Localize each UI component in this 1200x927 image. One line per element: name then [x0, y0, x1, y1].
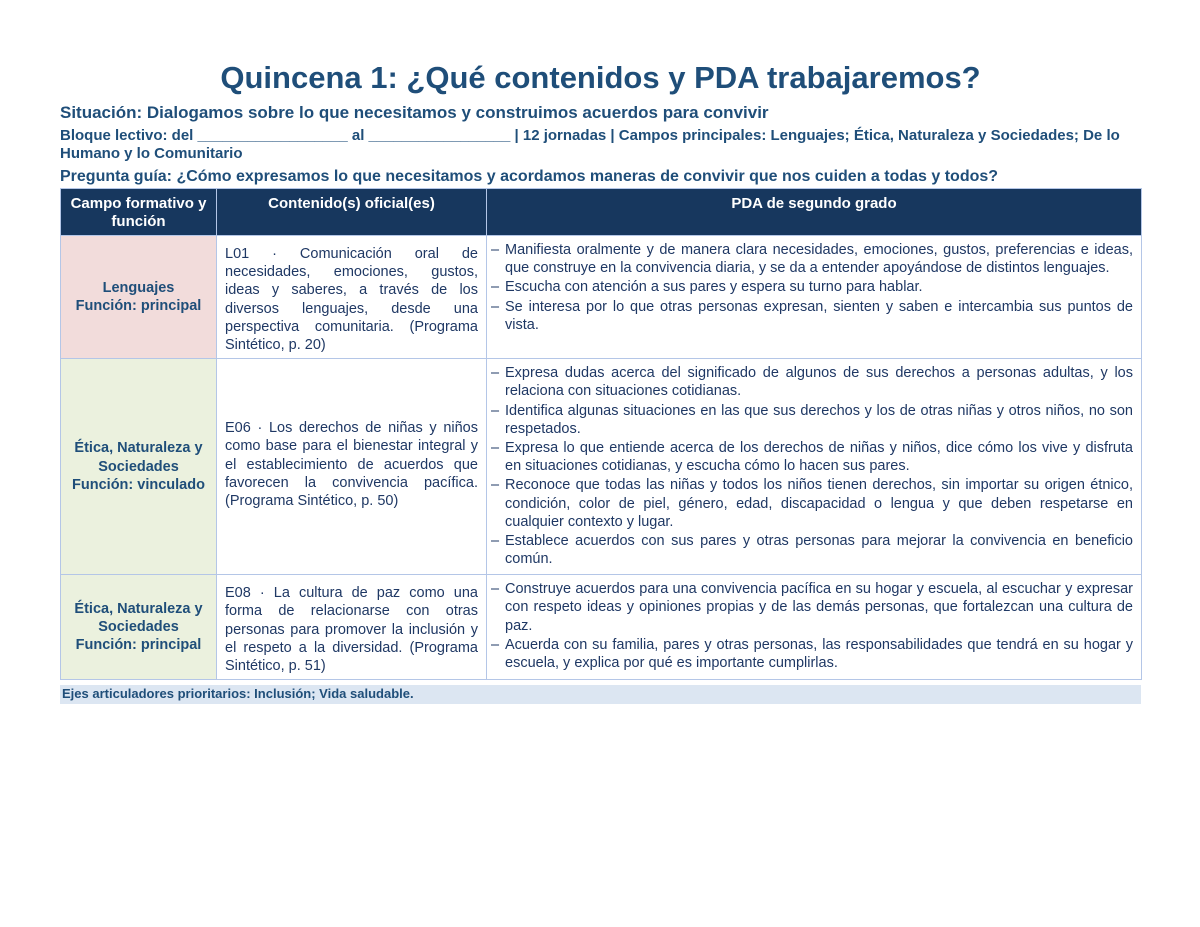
contenido-cell: E08 · La cultura de paz como una forma de relacionarse con otras personas para promover la inclusión y el respeto a la diversidad. (Programa Sintético, p. 51) [217, 575, 487, 680]
campo-name: Lenguajes [102, 279, 175, 296]
campo-funcion: Función: principal [75, 298, 202, 315]
page-title: Quincena 1: ¿Qué contenidos y PDA trabajaremos? [220, 60, 981, 95]
pda-item: – Expresa dudas acerca del significado de algunos de sus derechos a personas adultas, y los relaciona con situaciones cotidianas. [493, 364, 1133, 400]
pda-item: – Establece acuerdos con sus pares y otras personas para mejorar la convivencia en beneficio común. [493, 532, 1133, 568]
table-header-row [61, 189, 1142, 236]
contenido-cell: E06 · Los derechos de niñas y niños como base para el bienestar integral y el establecimiento de acuerdos que favorecen la convivencia pacífica. (Programa Sintético, p. 50) [217, 359, 487, 575]
header-pda: PDA de segundo grado [487, 189, 1142, 236]
document-page [60, 58, 1141, 704]
pda-cell [487, 359, 1142, 575]
campo-cell [61, 575, 217, 680]
pda-item: – Identifica algunas situaciones en las que sus derechos y los de otras niñas y otros niños, no son respetados. [493, 402, 1133, 438]
pda-item: – Escucha con atención a sus pares y espera su turno para hablar. [493, 278, 1133, 296]
pda-item: – Se interesa por lo que otras personas expresan, sienten y saben e intercambia sus puntos de vista. [493, 298, 1133, 334]
pda-item: – Acuerda con su familia, pares y otras personas, las responsabilidades que tendrá en su hogar y escuela, y explica por qué es importante cumplirlas. [493, 636, 1133, 672]
campo-cell [61, 236, 217, 359]
pda-table [60, 188, 1142, 680]
pda-item: – Manifiesta oralmente y de manera clara necesidades, emociones, gustos, preferencias e ideas, que construye en la convivencia diaria, y se da a entender apoyándose de distintos lenguajes. [493, 241, 1133, 277]
pda-item: – Reconoce que todas las niñas y todos los niños tienen derechos, sin importar su origen étnico, condición, color de piel, género, edad, discapacidad o lengua y que deben respetarse en cualquier contexto y lugar. [493, 476, 1133, 531]
table-row [61, 236, 1142, 359]
pda-cell [487, 236, 1142, 359]
pda-item: – Construye acuerdos para una convivencia pacífica en su hogar y escuela, al escuchar y expresar con respeto ideas y opiniones propias y de las demás personas, que fortalezcan una cultura de paz. [493, 580, 1133, 635]
table-row [61, 359, 1142, 575]
pda-cell [487, 575, 1142, 680]
contenido-cell: L01 · Comunicación oral de necesidades, emociones, gustos, ideas y saberes, a través de los diversos lenguajes, desde una perspectiva comunitaria. (Programa Sintético, p. 20) [217, 236, 487, 359]
ejes-articuladores-bar: Ejes articuladores prioritarios: Inclusión; Vida saludable. [60, 685, 1141, 704]
header-campo: Campo formativo y función [61, 189, 217, 236]
campo-funcion: Función: vinculado [72, 476, 205, 493]
pda-item: – Expresa lo que entiende acerca de los derechos de niñas y niños, dice cómo los vive y disfruta en situaciones cotidianas, y escucha cómo lo hacen sus pares. [493, 439, 1133, 475]
header-contenido: Contenido(s) oficial(es) [217, 189, 487, 236]
campo-funcion: Función: principal [75, 637, 202, 654]
campo-name: Ética, Naturaleza y Sociedades [74, 440, 203, 475]
bloque-lectivo-line: Bloque lectivo: del __________________ al _________________ | 12 jornadas | Campos principales: Lenguajes; Ética, Naturaleza y Sociedades; De lo Humano y lo Comunitario [60, 127, 1120, 162]
table-row [61, 575, 1142, 680]
campo-name: Ética, Naturaleza y Sociedades [74, 600, 203, 636]
campo-cell [61, 359, 217, 575]
situacion-line: Situación: Dialogamos sobre lo que necesitamos y construimos acuerdos para convivir [60, 103, 769, 122]
pregunta-guia-line: Pregunta guía: ¿Cómo expresamos lo que necesitamos y acordamos maneras de convivir que nos cuiden a todas y todos? [60, 168, 999, 185]
